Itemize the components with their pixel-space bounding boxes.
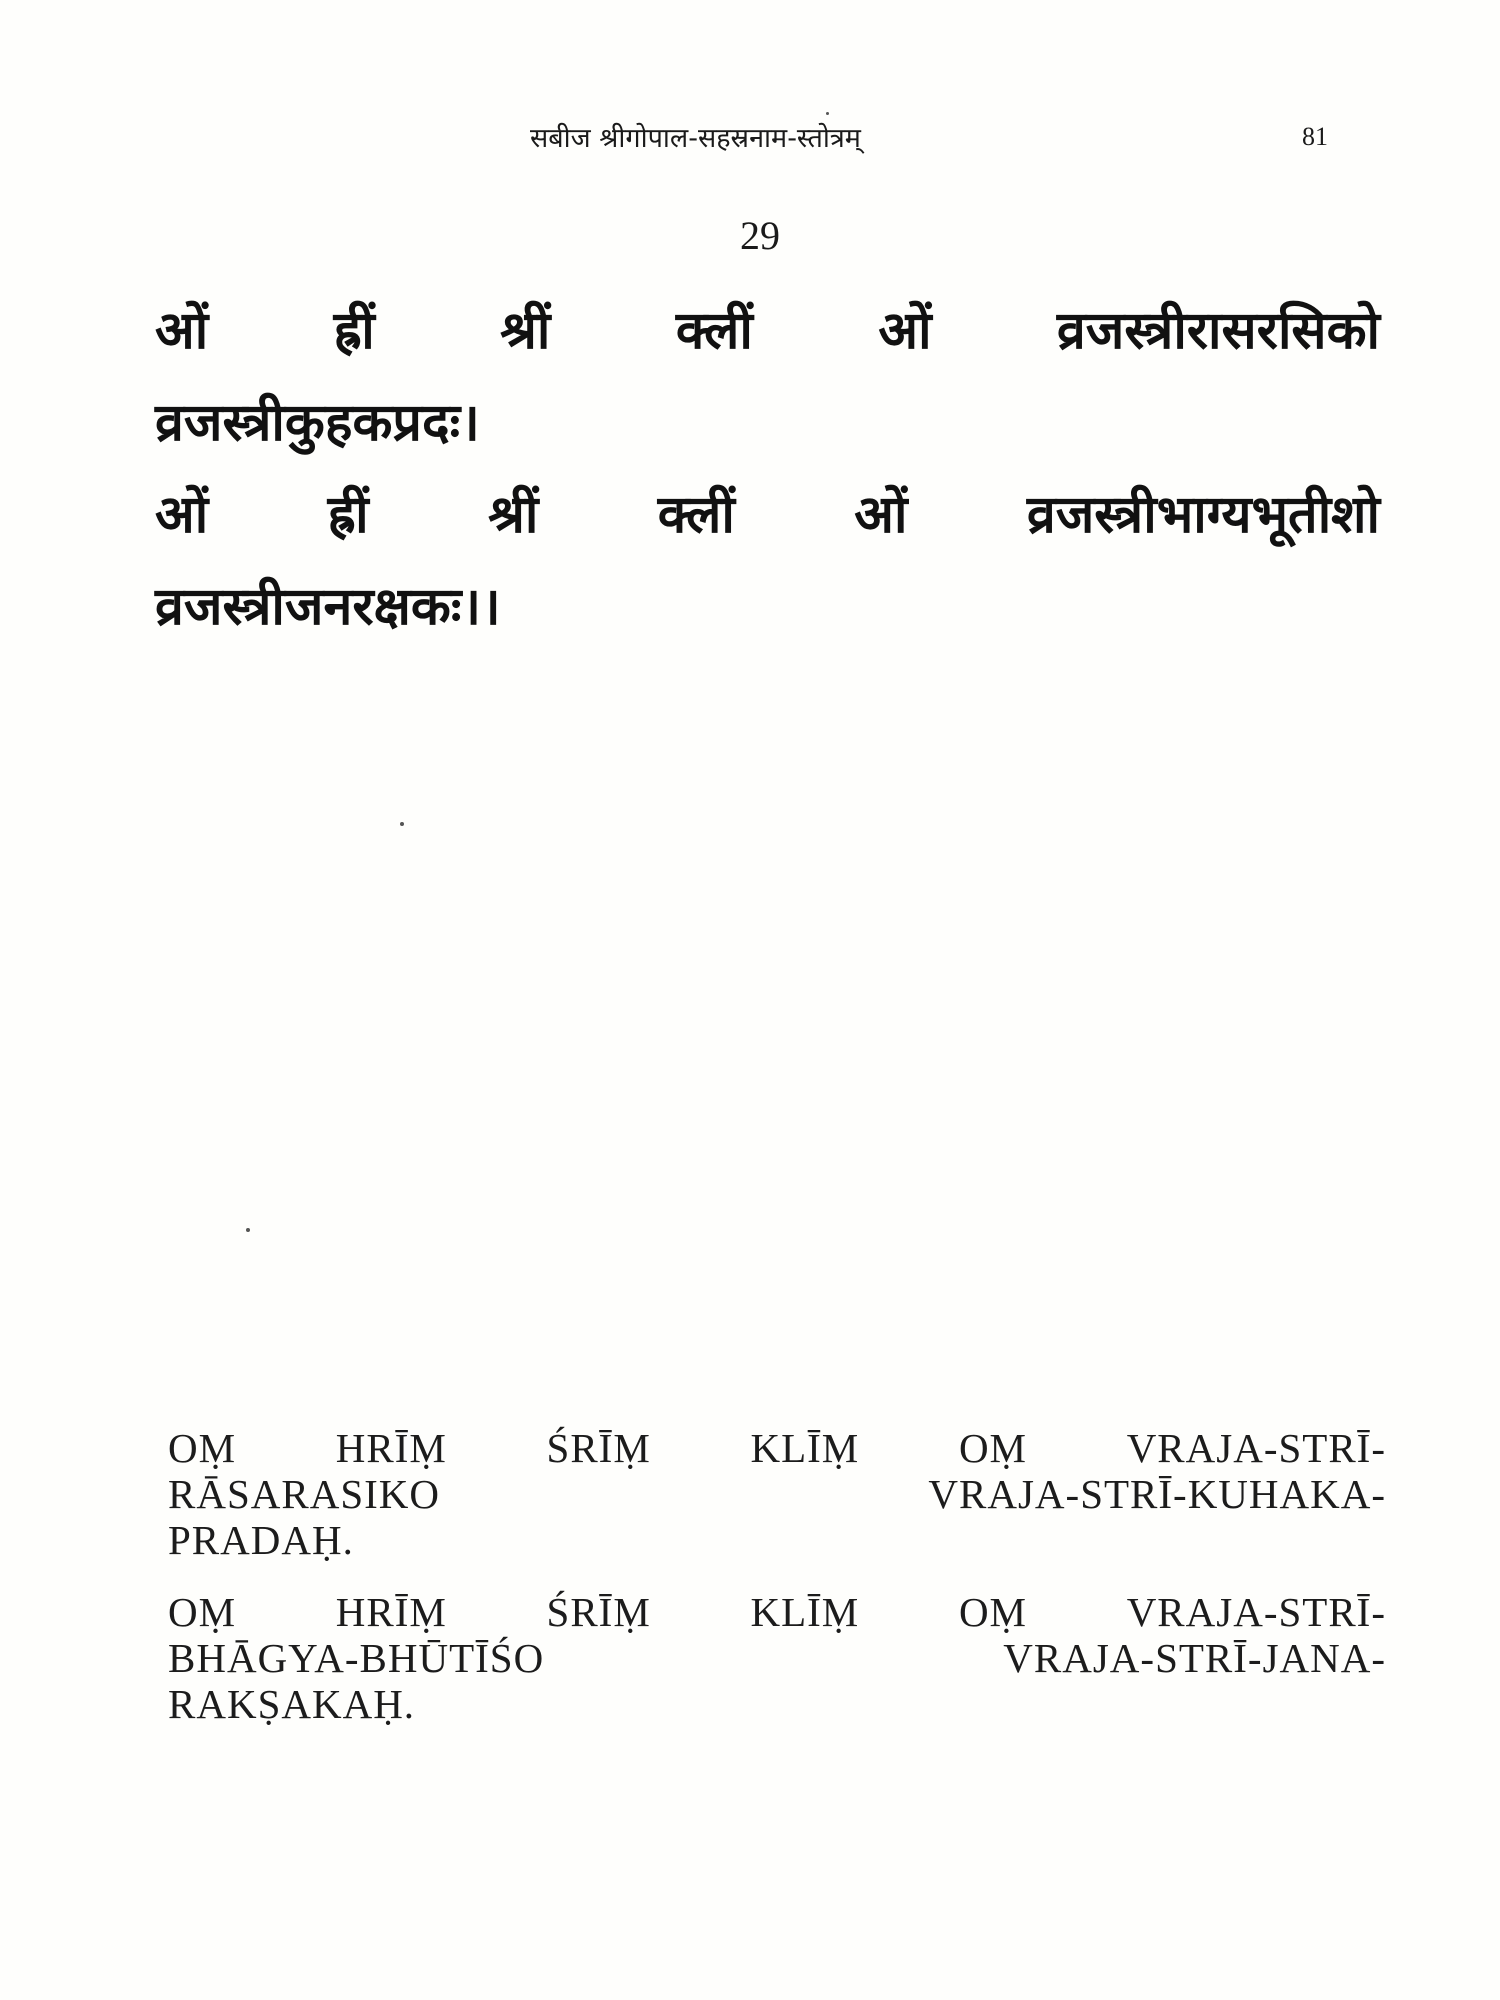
transliteration-line: PRADAḤ. [168, 1517, 354, 1563]
devanagari-line-2: व्रजस्त्रीकुहकप्रदः। [155, 393, 480, 453]
transliteration-word: OṂ [168, 1589, 237, 1635]
devanagari-word: ओं [878, 301, 932, 361]
transliteration [168, 1425, 1386, 1753]
transliteration-word: RĀSARASIKO [168, 1471, 440, 1517]
transliteration-word: OṂ [958, 1589, 1028, 1635]
transliteration-line [168, 1471, 1386, 1517]
devanagari-word: व्रजस्त्रीभाग्यभूतीशो [1026, 485, 1380, 545]
transliteration-word: BHĀGYA-BHŪTĪŚO [168, 1635, 545, 1681]
transliteration-stanza-2 [168, 1589, 1386, 1727]
devanagari-line-4: व्रजस्त्रीजनरक्षकः।। [155, 577, 501, 637]
devanagari-word: श्रीं [500, 301, 551, 361]
transliteration-word: VRAJA-STRĪ- [1126, 1425, 1386, 1471]
transliteration-word: OṂ [168, 1425, 237, 1471]
page-number: 81 [1302, 122, 1328, 151]
transliteration-line: RAKṢAKAḤ. [168, 1681, 416, 1727]
devanagari-word: श्रीं [488, 485, 539, 545]
verse-number: 29 [740, 213, 780, 258]
transliteration-word: HRĪṂ [335, 1425, 447, 1471]
transliteration-word: KLĪṂ [750, 1589, 860, 1635]
transliteration-word: OṂ [958, 1425, 1028, 1471]
transliteration-word: KLĪṂ [750, 1425, 860, 1471]
devanagari-line-3 [155, 469, 1380, 561]
transliteration-word: ŚRĪṂ [546, 1589, 651, 1635]
transliteration-line [168, 1589, 1386, 1635]
devanagari-word: ओं [155, 301, 209, 361]
devanagari-word: ह्रीं [327, 485, 369, 545]
paper-speck [826, 112, 829, 115]
devanagari-line-1 [155, 285, 1380, 377]
transliteration-word: VRAJA-STRĪ- [1126, 1589, 1386, 1635]
transliteration-word: VRAJA-STRĪ-JANA- [1003, 1635, 1386, 1681]
transliteration-line [168, 1425, 1386, 1471]
devanagari-word: ओं [155, 485, 209, 545]
running-title: सबीज श्रीगोपाल-सहस्रनाम-स्तोत्रम् [530, 123, 861, 154]
running-header [0, 118, 1500, 168]
devanagari-word: व्रजस्त्रीरासरसिको [1056, 301, 1380, 361]
devanagari-word: क्लीं [657, 485, 735, 545]
transliteration-stanza-1 [168, 1425, 1386, 1563]
devanagari-word: क्लीं [675, 301, 753, 361]
transliteration-word: HRĪṂ [335, 1589, 447, 1635]
transliteration-line [168, 1635, 1386, 1681]
devanagari-word: ह्रीं [333, 301, 375, 361]
paper-speck [246, 1228, 250, 1232]
devanagari-word: ओं [854, 485, 908, 545]
transliteration-word: VRAJA-STRĪ-KUHAKA- [928, 1471, 1386, 1517]
transliteration-word: ŚRĪṂ [546, 1425, 651, 1471]
devanagari-verse [155, 285, 1380, 653]
paper-speck [400, 822, 404, 826]
